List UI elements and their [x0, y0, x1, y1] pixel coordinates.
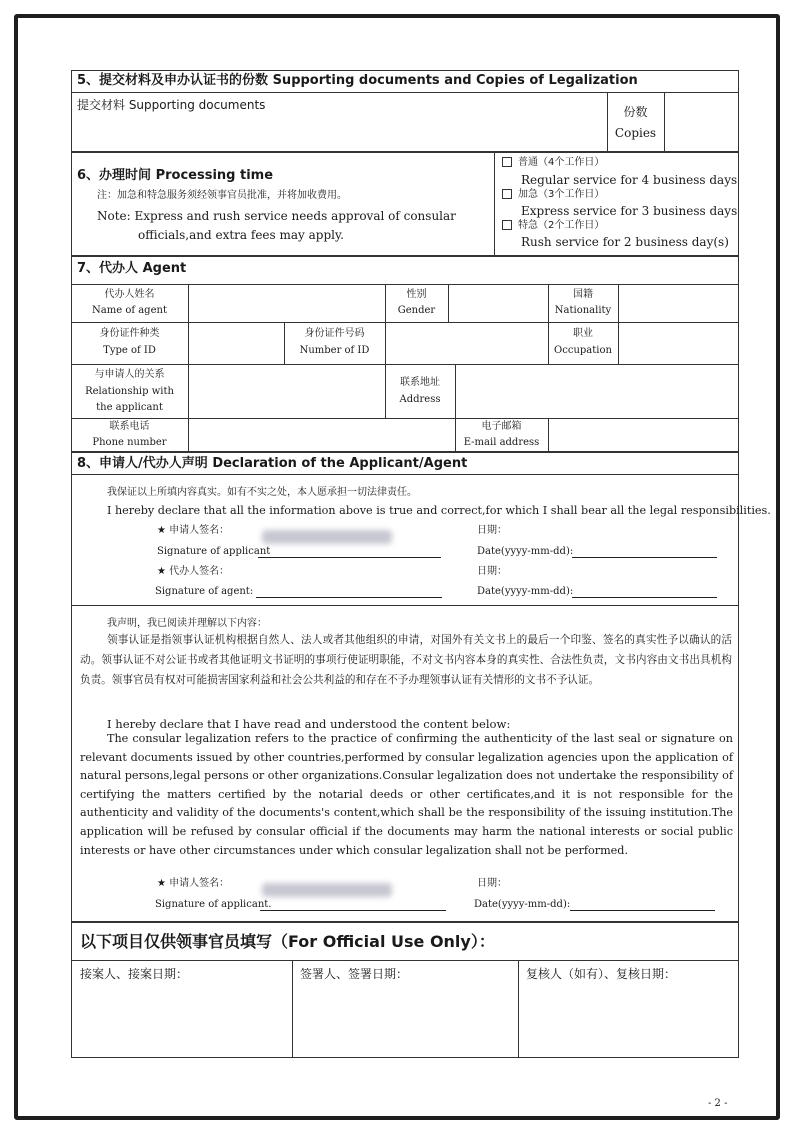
date-line-1[interactable] — [572, 557, 717, 558]
address-input[interactable] — [457, 366, 737, 416]
nationality-input[interactable] — [620, 286, 737, 320]
divider — [188, 284, 189, 322]
case-receiver-input[interactable] — [73, 990, 290, 1056]
relationship-en-1: Relationship with — [85, 386, 174, 397]
applicant-signature-line[interactable] — [258, 557, 441, 558]
address-en: Address — [399, 394, 441, 405]
relationship-en-2: the applicant — [96, 402, 163, 413]
processing-note-cn: 注：加急和特急服务须经领事官员批准，并将加收费用。 — [97, 190, 347, 201]
agent-name-input[interactable] — [190, 286, 383, 320]
id-type-input[interactable] — [190, 324, 282, 362]
statement-intro-cn: 我声明，我已阅读并理解以下内容： — [107, 618, 267, 629]
phone-cn: 联系电话 — [109, 421, 150, 432]
divider — [71, 474, 739, 475]
applicant-signature-en: Signature of applicant — [157, 546, 271, 557]
express-service-cn: 加急（3个工作日） — [518, 189, 605, 200]
divider — [71, 284, 739, 285]
divider — [71, 418, 739, 419]
date-line-3[interactable] — [570, 910, 715, 911]
divider — [455, 364, 456, 418]
section5-title: 5、提交材料及申办认证书的份数 Supporting documents and Copies of Legalization — [77, 73, 638, 88]
address-cn: 联系地址 — [400, 377, 440, 388]
phone-input[interactable] — [190, 420, 453, 450]
id-type-cn: 身份证件种类 — [99, 328, 160, 339]
date-cn-3: 日期： — [477, 878, 507, 889]
nationality-cn: 国籍 — [573, 289, 593, 300]
regular-service-en: Regular service for 4 business days — [521, 173, 738, 187]
gender-cn: 性别 — [406, 289, 427, 300]
section7-title: 7、代办人 Agent — [77, 261, 187, 276]
date-en-2: Date(yyyy-mm-dd): — [477, 586, 574, 597]
statement-body-en: The consular legalization refers to the practice of confirming the authenticity of the last seal or signature on relevant documents issued by other countries,performed by consular legalization agencies upon the application of natural persons,legal persons or other organizations.Consular legalization does not undertake the responsibility of certifying the matters certified by the notarial deeds or other certificates,and it is not responsible for the authenticity and validity of the documents's content,which shall be the responsibility of the issuing institution.The application will be refused by consular official if the documents may harm the national interests or social public interests or have other circumstances under which consular legalization shall not be performed. — [80, 732, 733, 857]
id-number-en: Number of ID — [299, 345, 370, 356]
date-line-2[interactable] — [572, 597, 717, 598]
redacted-signature — [262, 530, 392, 544]
agent-signature-line[interactable] — [256, 597, 442, 598]
occupation-input[interactable] — [620, 324, 737, 362]
redacted-signature — [262, 883, 392, 897]
divider — [494, 152, 495, 256]
declaration-cn: 我保证以上所填内容真实。如有不实之处，本人愿承担一切法律责任。 — [107, 487, 417, 498]
divider — [71, 92, 739, 93]
id-number-cn: 身份证件号码 — [304, 328, 365, 339]
applicant-signature-cn-2: ★ 申请人签名： — [157, 878, 230, 889]
divider — [385, 364, 386, 418]
date-en-1: Date(yyyy-mm-dd): — [477, 546, 574, 557]
divider — [188, 418, 189, 452]
copies-label-en: Copies — [614, 126, 657, 140]
express-service-checkbox[interactable] — [502, 189, 604, 201]
divider — [385, 322, 386, 364]
supporting-docs-label: 提交材料 Supporting documents — [77, 98, 266, 112]
rush-service-checkbox[interactable] — [502, 220, 604, 232]
express-service-en: Express service for 3 business days — [521, 204, 738, 218]
checkbox-icon — [502, 157, 512, 167]
signatory-label: 签署人、签署日期： — [300, 967, 409, 981]
agent-name-cn: 代办人姓名 — [104, 289, 155, 300]
processing-note-en-1: Note: Express and rush service needs approval of consular — [97, 209, 456, 223]
checkbox-icon — [502, 189, 512, 199]
occupation-en: Occupation — [554, 345, 612, 356]
divider — [71, 605, 739, 606]
divider — [448, 284, 449, 322]
divider — [71, 960, 739, 961]
statement-intro-en: I hereby declare that I have read and understood the content below: — [107, 717, 511, 731]
divider — [71, 364, 739, 365]
copies-label-cn: 份数 — [623, 105, 648, 119]
reviewer-input[interactable] — [520, 990, 737, 1056]
divider — [618, 284, 619, 322]
applicant-signature-line-2[interactable] — [260, 910, 446, 911]
supporting-docs-input[interactable] — [73, 116, 603, 150]
section8-title: 8、申请人/代办人声明 Declaration of the Applicant/Agent — [77, 456, 468, 471]
gender-input[interactable] — [450, 286, 546, 320]
signatory-input[interactable] — [294, 990, 516, 1056]
processing-note-en-2: officials,and extra fees may apply. — [138, 228, 344, 242]
regular-service-checkbox[interactable] — [502, 157, 604, 169]
declaration-en: I hereby declare that all the information above is true and correct,for which I shall bear all the legal responsibilities. — [107, 504, 771, 517]
regular-service-cn: 普通（4个工作日） — [518, 157, 605, 168]
official-use-title: 以下项目仅供领事官员填写（For Official Use Only）： — [80, 932, 495, 951]
rush-service-cn: 特急（2个工作日） — [518, 220, 605, 231]
divider — [518, 960, 519, 1058]
date-cn-1: 日期： — [477, 525, 507, 536]
relationship-input[interactable] — [190, 366, 383, 416]
section6-title: 6、办理时间 Processing time — [77, 168, 274, 183]
divider — [548, 418, 549, 452]
divider — [71, 322, 739, 323]
applicant-signature-cn: ★ 申请人签名： — [157, 525, 230, 536]
case-receiver-label: 接案人、接案日期： — [80, 967, 189, 981]
checkbox-icon — [502, 220, 512, 230]
gender-en: Gender — [397, 305, 436, 316]
email-input[interactable] — [550, 420, 737, 450]
divider — [607, 92, 608, 152]
occupation-cn: 职业 — [573, 328, 593, 339]
agent-signature-en: Signature of agent: — [155, 586, 254, 597]
date-cn-2: 日期： — [477, 566, 507, 577]
email-en: E-mail address — [463, 437, 540, 448]
divider — [292, 960, 293, 1058]
nationality-en: Nationality — [554, 305, 612, 316]
id-type-en: Type of ID — [103, 345, 156, 356]
copies-input[interactable] — [666, 94, 736, 150]
rush-service-en: Rush service for 2 business day(s) — [521, 235, 729, 249]
statement-body-cn: 领事认证是指领事认证机构根据自然人、法人或者其他组织的申请，对国外有关文书上的最后一个印鉴、签名的真实性予以确认的活动。领事认证不对公证书或者其他证明文书证明的事项行使证明职能，不对文书内容本身的真实性、合法性负责，文书内容由文书出具机构负责。领事官员有权对可能损害国家利益和社会公共利益的和存在不予办理领事认证有关情形的文书不予认证。 — [80, 634, 732, 686]
id-number-input[interactable] — [387, 324, 546, 362]
applicant-signature-en-2: Signature of applicant. — [155, 899, 272, 910]
divider — [618, 322, 619, 364]
relationship-cn: 与申请人的关系 — [94, 369, 165, 380]
reviewer-label: 复核人（如有）、复核日期： — [526, 967, 677, 981]
date-en-3: Date(yyyy-mm-dd): — [474, 899, 571, 910]
agent-signature-cn: ★ 代办人签名： — [157, 566, 230, 577]
divider — [188, 322, 189, 364]
email-cn: 电子邮箱 — [481, 421, 522, 432]
agent-name-en: Name of agent — [92, 305, 167, 316]
page-number: - 2 - — [708, 1098, 728, 1109]
divider — [664, 92, 665, 152]
divider — [188, 364, 189, 418]
phone-en: Phone number — [92, 437, 167, 448]
